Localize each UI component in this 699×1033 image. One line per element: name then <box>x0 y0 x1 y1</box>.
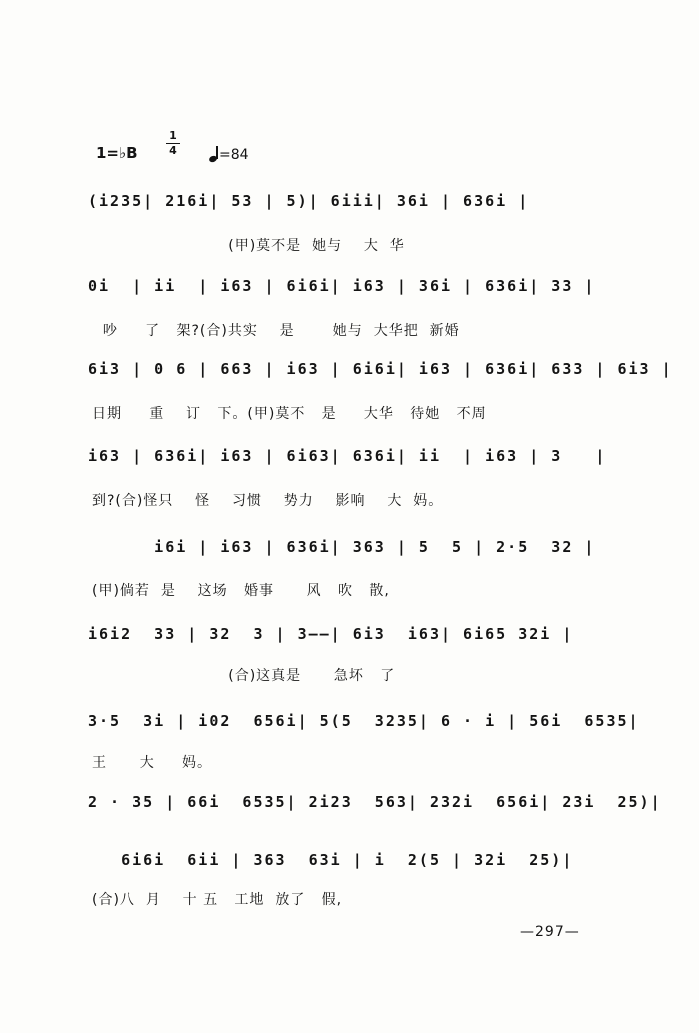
notation-line: i6i2 33 | 32 3 | 3——| 6i3 i63| 6i65 32i | <box>88 625 574 643</box>
notation-line: 6i3 | 0 6 | 663 | i63 | 6i6i| i63 | 636i| 633 | 6i3 | <box>88 360 673 378</box>
notation-line: 2 · 35 | 66i 6535| 2i23 563| 232i 656i| 23i 25)| <box>88 793 662 811</box>
notation-line: i6i | i63 | 636i| 363 | 5 5 | 2·5 32 | <box>88 538 596 556</box>
lyric-line: (甲)倘若 是 这场 婚事 风 吹 散, <box>92 583 390 599</box>
lyric-line: 到?(合)怪只 怪 习惯 势力 影响 大 妈。 <box>92 493 444 509</box>
notation-line: 0i | ii | i63 | 6i6i| i63 | 36i | 636i| 33 | <box>88 277 596 295</box>
tempo-marking <box>209 146 249 163</box>
notation-line: i63 | 636i| i63 | 6i63| 636i| ii | i63 | 3 | <box>88 447 607 465</box>
lyric-line: (合)八 月 十 五 工地 放了 假, <box>92 892 343 908</box>
page-number: —297— <box>520 924 580 940</box>
lyric-line: 吵 了 架?(合)共实 是 她与 大华把 新婚 <box>92 323 460 339</box>
key-signature: 1=♭B <box>96 144 138 162</box>
notation-line: 3·5 3i | i02 656i| 5(5 3235| 6 · i | 56i 6535| <box>88 712 640 730</box>
notation-line: (i235| 216i| 53 | 5)| 6iii| 36i | 636i | <box>88 192 530 210</box>
lyric-line: 日期 重 订 下。(甲)莫不 是 大华 待她 不周 <box>92 406 487 422</box>
tempo-value: =84 <box>219 147 249 163</box>
quarter-note-icon <box>209 146 219 162</box>
lyric-line: (甲)莫不是 她与 大 华 <box>92 238 405 254</box>
meter-bottom: 4 <box>169 144 177 157</box>
lyric-line: 王 大 妈。 <box>92 755 212 771</box>
time-signature <box>166 130 180 157</box>
meter-top: 1 <box>169 129 177 142</box>
lyric-line: (合)这真是 急坏 了 <box>92 668 396 684</box>
notation-line: 6i6i 6ii | 363 63i | i 2(5 | 32i 25)| <box>88 851 574 869</box>
